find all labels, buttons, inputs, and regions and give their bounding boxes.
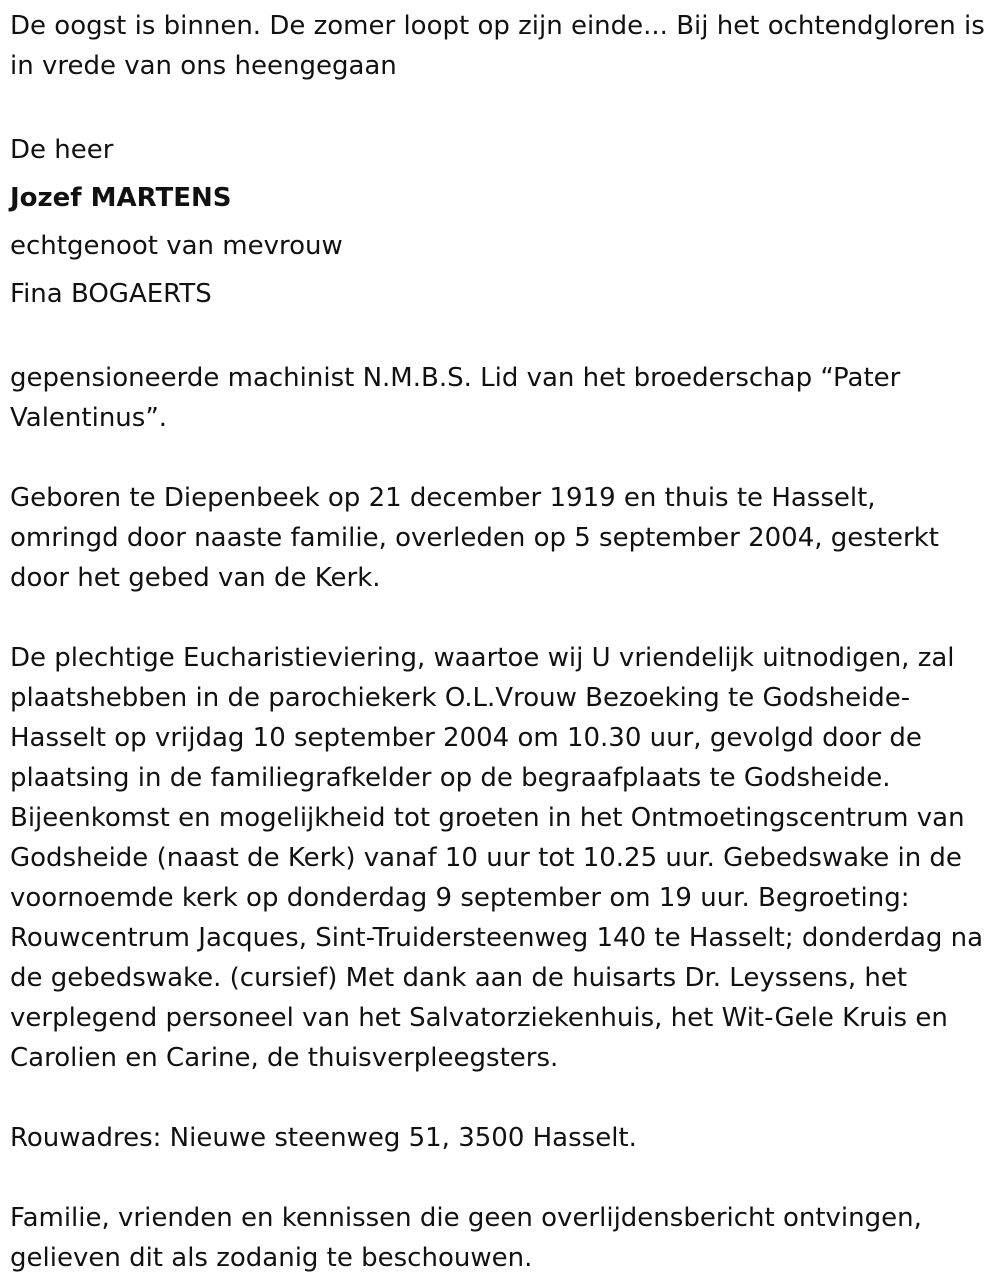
spacer: [10, 598, 990, 638]
deceased-name: Jozef MARTENS: [10, 183, 232, 213]
occupation-text: gepensioneerde machinist N.M.B.S. Lid van het broederschap “Pater Valentinus”.: [10, 363, 901, 433]
spacer: [10, 318, 990, 358]
spacer: [10, 438, 990, 478]
obituary-notice: [10, 6, 990, 1278]
address-text: Rouwadres: Nieuwe steenweg 51, 3500 Hasselt.: [10, 1123, 637, 1153]
spacer: [10, 1158, 990, 1198]
closing-text: Familie, vrienden en kennissen die geen overlijdensbericht ontvingen, gelieven dit als zodanig te beschouwen.: [10, 1203, 922, 1273]
spacer: [10, 86, 990, 126]
opening-text: De oogst is binnen. De zomer loopt op zijn einde... Bij het ochtendgloren is in vrede van ons heengegaan: [10, 11, 985, 81]
spouse-label: echtgenoot van mevrouw: [10, 231, 343, 261]
spouse-name: Fina BOGAERTS: [10, 279, 212, 309]
spacer: [10, 1078, 990, 1118]
birth-death-text: Geboren te Diepenbeek op 21 december 1919 en thuis te Hasselt, omringd door naaste familie, overleden op 5 september 2004, gesterkt door het gebed van de Kerk.: [10, 483, 939, 593]
ceremony-text: De plechtige Eucharistieviering, waartoe wij U vriendelijk uitnodigen, zal plaatshebben in de parochiekerk O.L.Vrouw Bezoeking te Godsheide-Hasselt op vrijdag 10 september 2004 om 10.30 uur, gevolgd door de plaatsing in de familiegrafkelder op de begraafplaats te Godsheide. Bijeenkomst en mogelijkheid tot groeten in het Ontmoetingscentrum van Godsheide (naast de Kerk) vanaf 10 uur tot 10.25 uur. Gebedswake in de voornoemde kerk op donderdag 9 september om 19 uur. Begroeting: Rouwcentrum Jacques, Sint-Truidersteenweg 140 te Hasselt; donderdag na de gebedswake. (cursief) Met dank aan de huisarts Dr. Leyssens, het verplegend personeel van het Salvatorziekenhuis, het Wit-Gele Kruis en Carolien en Carine, de thuisverpleegsters.: [10, 643, 984, 1073]
honorific: De heer: [10, 135, 114, 165]
